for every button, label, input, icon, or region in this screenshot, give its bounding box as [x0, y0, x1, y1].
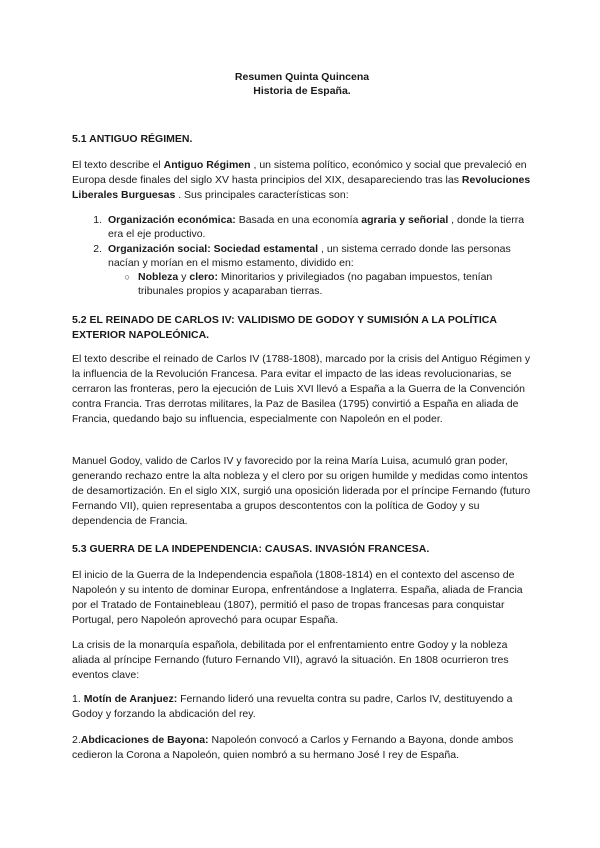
bold-term: clero: [189, 271, 218, 283]
text-run: Basada en una economía [235, 214, 362, 226]
text-run: Napoleón convocó a Carlos y Fernando a Bayona, donde ambos cedieron la Corona a Napoleón, quien nombró a su hermano José I rey de España. [72, 734, 514, 761]
section-5-2-paragraph-1: El texto describe el reinado de Carlos IV (1788-1808), marcado por la crisis del Antiguo Régimen y la influencia de la Revolución Francesa. Para evitar el impacto de las ideas revolucionarias, se cerraron las fronteras, pero la ejecución de Luis XVI llevó a España a la Guerra de la Convención contra Francia. Tras derrotas militares, la Paz de Basilea (1795) convirtió a España en aliada de Francia, quedando bajo su influencia, especialmente con Napoleón en el poder. [72, 353, 531, 425]
list-item [72, 242, 532, 270]
list-item-text [108, 242, 532, 270]
bold-term: Organización social: Sociedad estamental [108, 243, 319, 255]
section-5-2-heading: 5.2 EL REINADO DE CARLOS IV: VALIDISMO DE GODOY Y SUMISIÓN A LA POLÍTICA EXTERIOR NAPOLEÓNICA. [72, 314, 497, 341]
characteristics-list [72, 213, 532, 298]
text-run: , un sistema cerrado donde las personas nacían y morían en el mismo estamento, dividido en: [108, 243, 511, 269]
event-abdicaciones-bayona [72, 733, 532, 763]
title-line-1: Resumen Quinta Quincena [234, 71, 370, 83]
text-run: , donde la tierra era el eje productivo. [108, 214, 525, 240]
hollow-bullet-icon: ○ [124, 272, 130, 282]
event-number: 1. [72, 693, 84, 705]
text-run: , un sistema político, económico y social que prevaleció en Europa desde finales del siglo XV hasta principios del XIX, desapareciendo tras las [72, 159, 527, 186]
section-5-1-intro [72, 158, 532, 203]
section-5-1-heading: 5.1 ANTIGUO RÉGIMEN. [72, 133, 193, 145]
document-title [72, 70, 532, 98]
bold-term: Antiguo Régimen [163, 159, 251, 171]
text-run: Minoritarios y privilegiados (no pagaban impuestos, tenían tribunales propios y acaparaban tierras. [138, 271, 493, 297]
section-5-3-paragraph-1: El inicio de la Guerra de la Independencia española (1808-1814) en el contexto del ascenso de Napoleón y su intento de dominar Europa, enfrentándose a Inglaterra. España, aliada de Francia por el Tratado de Fontainebleau (1807), permitió el paso de tropas francesas para conquistar Portugal, pero Napoleón aprovechó para ocupar España. [72, 569, 523, 626]
list-number: 1. [93, 214, 102, 226]
section-5-2-paragraph-2: Manuel Godoy, valido de Carlos IV y favorecido por la reina María Luisa, acumuló gran poder, generando rechazo entre la alta nobleza y el clero por su origen humilde y medidas como intentos de desamortización. En el siglo XIX, surgió una oposición liderada por el príncipe Fernando (futuro Fernando VII), quien representaba a grupos descontentos con la política de Godoy y su dependencia de Francia. [72, 455, 531, 527]
list-item [72, 213, 532, 241]
bold-term: Motín de Aranjuez: [83, 693, 178, 705]
section-5-3-heading: 5.3 GUERRA DE LA INDEPENDENCIA: CAUSAS. INVASIÓN FRANCESA. [72, 543, 430, 555]
event-motin-aranjuez [72, 692, 532, 722]
bold-term: Nobleza [138, 271, 179, 283]
bold-term: agraria y señorial [361, 214, 449, 226]
bold-term: Revoluciones Liberales Burguesas [72, 174, 531, 201]
event-number: 2. [72, 734, 81, 746]
sub-list-item-text [138, 270, 532, 298]
text-run: El texto describe el [72, 159, 164, 171]
bold-term: Abdicaciones de Bayona: [80, 734, 209, 746]
text-run: Fernando lideró una revuelta contra su padre, Carlos IV, destituyendo a Godoy y forzando la abdicación del rey. [72, 693, 513, 720]
text-run: . Sus principales características son: [175, 189, 349, 201]
list-item-text [108, 213, 532, 241]
text-run: y [178, 271, 190, 283]
title-line-2: Historia de España. [253, 85, 351, 97]
section-5-3-paragraph-2: La crisis de la monarquía española, debilitada por el enfrentamiento entre Godoy y la nobleza aliada al príncipe Fernando (futuro Fernando VII), agravó la situación. En 1808 ocurrieron tres eventos clave: [72, 639, 509, 681]
list-number: 2. [93, 243, 102, 255]
sub-list-item [72, 270, 532, 298]
bold-term: Organización económica: [108, 214, 236, 226]
